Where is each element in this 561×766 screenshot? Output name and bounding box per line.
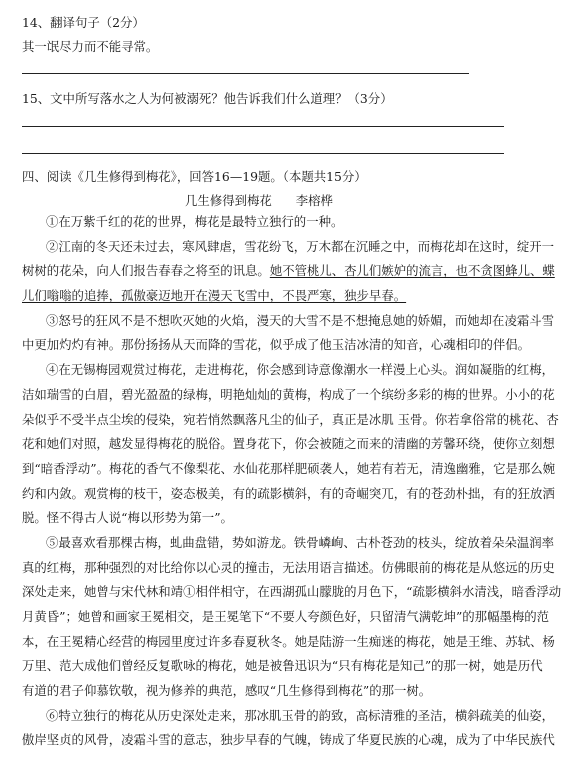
- paragraph-3-line-1: ③怒号的狂风不是不想吹灭她的火焰，漫天的大雪不是不想掩息她的娇媚，而她却在凌霜斗雪: [46, 312, 555, 328]
- paragraph-4-line-4: 花和她们对照，越发显得梅花的脱俗。置身花下，你会被随之而来的清幽的芳馨环绕，使你立刻想: [22, 436, 555, 452]
- paragraph-4-line-7: 脱。怪不得古人说“梅以形势为第一”。: [22, 510, 233, 526]
- q15-answer-line-1[interactable]: [22, 126, 504, 127]
- q14-answer-line[interactable]: [22, 73, 469, 74]
- paragraph-2-underlined-text: 她不管桃儿、杏儿们嫉妒的流言，也不贪图蜂儿、蝶: [269, 263, 555, 279]
- paragraph-5-line-5: 本，在王冕精心经营的梅园里度过许多春夏秋冬。她是陆游一生痴迷的梅花，她是王维、苏轼、杨: [22, 633, 555, 649]
- paragraph-2-line-3: 儿们嗡嗡的追捧，孤傲豪迈地开在漫天飞雪中，不畏严寒，独步早春。: [22, 288, 407, 304]
- article-title: 几生修得到梅花: [185, 193, 272, 208]
- q14-sentence: 其一氓尽力而不能寻常。: [22, 39, 159, 54]
- paragraph-3-line-2: 中更加灼灼有神。那份扬扬从天而降的雪花，似乎成了他玉洁冰清的知音，心魂相印的伴侣。: [22, 337, 531, 353]
- paragraph-1: ①在万紫千红的花的世界，梅花是最特立独行的一种。: [46, 214, 344, 229]
- paragraph-2-line-2-text: 树树的花朵，向人们报告春春之将至的讯息。: [22, 263, 270, 279]
- paragraph-4-line-5: 到“暗香浮动”。梅花的香气不像梨花、水仙花那样肥硕袭人，她若有若无，清逸幽雅，它是那么婉: [22, 460, 556, 476]
- paragraph-5-line-2: 真的红梅，那种强烈的对比给你以心灵的撞击，无法用语言描述。仿佛眼前的梅花是从悠远的历史: [22, 559, 555, 575]
- paragraph-2-line-1: ②江南的冬天还未过去，寒风肆虐，雪花纷飞，万木都在沉睡之中，而梅花却在这时，绽开一: [46, 238, 555, 254]
- article-title-row: [0, 193, 518, 209]
- paragraph-6-line-2: 傲岸坚贞的风骨，凌霜斗雪的意志，独步早春的气魄，铸成了华夏民族的心魂，成为了中华民族代: [22, 732, 555, 748]
- paragraph-6-line-1: ⑥特立独行的梅花从历史深处走来，那冰肌玉骨的韵致，高标清雅的圣洁，横斜疏美的仙姿，: [46, 707, 555, 723]
- paragraph-4-line-1: ④在无锡梅园观赏过梅花，走进梅花，你会感到诗意像潮水一样漫上心头。润如凝脂的红梅，: [46, 362, 555, 378]
- paragraph-5-line-6: 万里、范大成他们曾经反复歌咏的梅花，她是被鲁迅识为“只有梅花是知己”的那一树，她是历代: [22, 658, 543, 674]
- paragraph-4-line-3: 朵似乎不受半点尘埃的侵染，宛若悄然飘落凡尘的仙子，真正是冰肌 玉骨。你若拿俗常的桃花、杏: [22, 411, 559, 427]
- passage: [22, 210, 561, 753]
- paragraph-5-line-4: 月黄昏”；她曾和画家王冕相交，是王冕笔下“不要人夸颜色好，只留清气满乾坤”的那幅墨梅的范: [22, 609, 550, 624]
- article-author: 李榕桦: [295, 193, 333, 208]
- paragraph-2-line-2: [22, 259, 555, 284]
- paragraph-5-line-3: 深处走来，她曾与宋代林和靖①相伴相守，在西湖孤山朦胧的月色下，“疏影横斜水清浅，暗香浮动: [22, 584, 561, 600]
- paragraph-4-line-2: 洁如瑞雪的白眉，碧光盈盈的绿梅，明艳灿灿的黄梅，构成了一个缤纷多彩的梅的世界。小小的花: [22, 386, 555, 402]
- q14-label: 14、翻译句子（2分）: [22, 15, 145, 30]
- section4-heading: 四、阅读《几生修得到梅花》，回答16—19题。（本题共15分）: [22, 169, 367, 184]
- paragraph-5-line-7: 有道的君子仰慕钦敬，视为修养的典范，感叹“几生修得到梅花”的那一树。: [22, 683, 432, 699]
- q15-label: 15、文中所写落水之人为何被溺死？他告诉我们什么道理？（3分）: [22, 91, 393, 106]
- paragraph-4-line-6: 约和内敛。观赏梅的枝干，姿态极美，有的疏影横斜，有的奇崛突兀，有的苍劲朴拙，有的狂放洒: [22, 485, 555, 501]
- paragraph-5-line-1: ⑤最喜欢看那棵古梅，虬曲盘错，势如游龙。铁骨嶙峋、古朴苍劲的枝头，绽放着朵朵温润率: [46, 534, 555, 550]
- q15-answer-line-2[interactable]: [22, 153, 504, 154]
